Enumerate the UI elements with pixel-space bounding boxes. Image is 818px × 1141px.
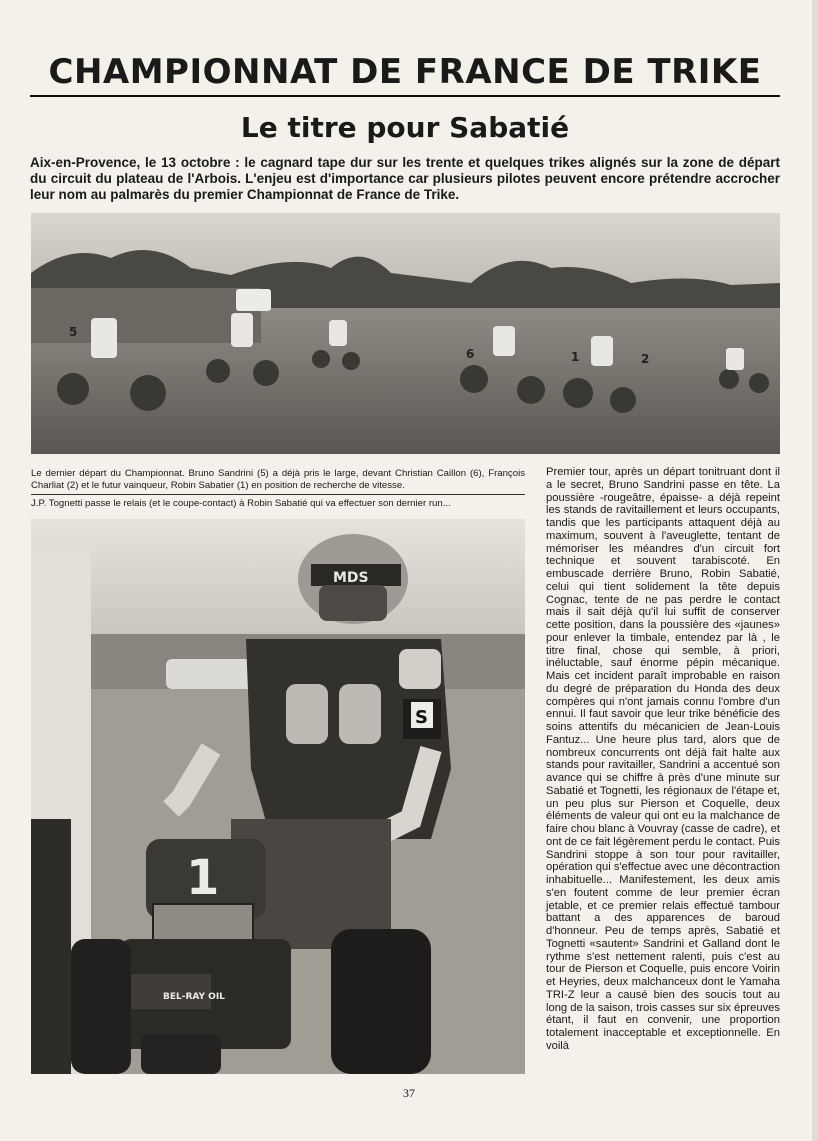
tank-decal: BEL-RAY OIL <box>163 992 225 1002</box>
helmet-logo-text: MDS <box>333 570 369 586</box>
page-number: 37 <box>403 1086 415 1100</box>
subheadline: Le titre pour Sabatié <box>240 111 570 144</box>
start-number-1: 1 <box>571 350 580 364</box>
headline-rule <box>30 95 780 97</box>
rider-relay-photo <box>31 519 525 1074</box>
body-column: Premier tour, après un départ tonitruant dont il a le secret, Bruno Sandrini passe en tête. La poussière -rougeâtre, épaisse- a déjà repeint les stands de ravitaillement et leurs occupants, tandis que les participants attaquent déjà au maximum, souvent à l'aveuglette, tentant de mémoriser les méandres d'un circuit fort technique et souvent tarabiscoté. En embuscade derrière Bruno, Robin Sabatié, celui qui tient solidement la tête depuis Cognac, tente de ne pas perdre le contact mais il sait déjà qu'il lui suffit de conserver cette position, dans la poussière des «jaunes» pour enlever la timbale, entendez par là , le titre final, chose qui semble, à priori, inéluctable, sauf énorme pépin mécanique. Mais cet incident paraît improbable en raison du degré de préparation du Honda des deux compères qui n'ont jamais connu l'ombre d'un ennui. Il faut savoir que leur trike bénéficie des soins attentifs du mécanicien de Jean-Louis Fantuz... Une heure plus tard, alors que de nombreux concurrents ont déjà fait halte aux stands pour ravitailler, Sandrini a accentué son avance qui se chiffre à près d'une minute sur Sabatié et Tognetti, les régionaux de l'étape et, un peu plus sur Pierson et Coquelle, deux éléments de valeur qui ont eu la malchance de faire chou blanc à Vouvray (casse de cadre), et ont de ce fait légèrement perdu le contact. Puis Sandrini stoppe à son tour pour ravitailler, opération qui s'effectue avec une décontraction inhabituelle... Manifestement, les deux amis s'en foutent comme de leur premier écran jetable, et ce premier relais effectué tambour battant a des apparences de baroud d'honneur. Peu de temps après, Sabatié et Tognetti «sautent» Sandrini et Galland dont le rythme s'est nettement ralenti, puis c'est au tour de Pierson et Coquelle, puis encore Voirin et Heyries, deux malchanceux dont le Yamaha TRI-Z leur a causé bien des soucis tout au long de la saison, trois casses sur six épreuves étant, il faut en convenir, une proportion totalement inacceptable et exceptionnelle. En voilà <box>546 466 780 1052</box>
caption-rule <box>31 494 525 495</box>
page-edge <box>812 0 818 1141</box>
caption-race-start: Le dernier départ du Championnat. Bruno Sandrini (5) a déjà pris le large, devant Christian Caillon (6), François Charliat (2) et le futur vainqueur, Robin Sabatier (1) en position de recherche de vitesse. <box>31 468 525 491</box>
start-number-2: 2 <box>641 352 650 366</box>
start-number-5: 5 <box>69 325 78 339</box>
lede-paragraph: Aix-en-Provence, le 13 octobre : le cagnard tape dur sur les trente et quelques trikes alignés sur la zone de départ du circuit du plateau de l'Arbois. L'enjeu est d'importance car plusieurs pilotes peuvent encore prétendre accrocher leur nom au palmarès du premier Championnat de France de Trike. <box>30 155 780 202</box>
chest-logo: S <box>415 707 428 728</box>
headline: CHAMPIONNAT DE FRANCE DE TRIKE <box>48 52 762 92</box>
start-number-6: 6 <box>466 347 475 361</box>
caption-relay: J.P. Tognetti passe le relais (et le coupe-contact) à Robin Sabatié qui va effectuer son dernier run... <box>31 498 451 509</box>
race-start-photo <box>31 213 780 454</box>
number-plate: 1 <box>186 850 220 906</box>
